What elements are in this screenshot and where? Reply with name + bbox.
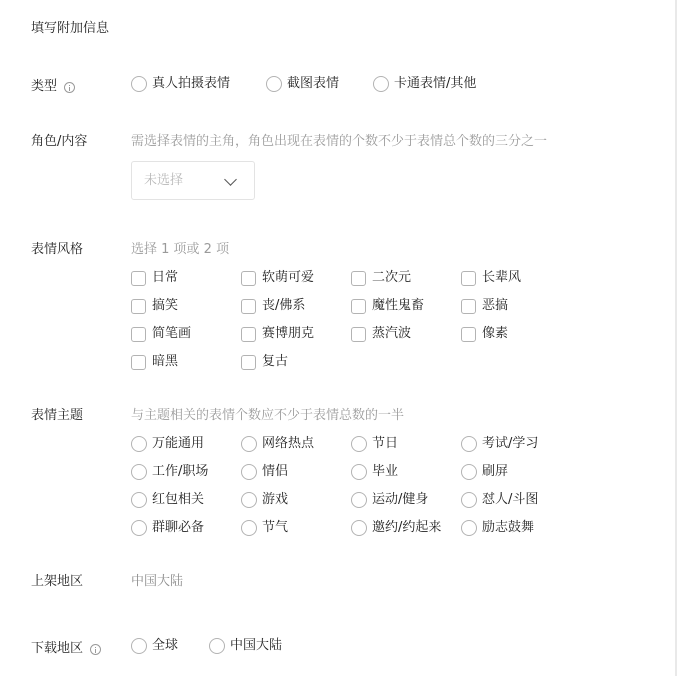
theme-option[interactable] [131, 519, 204, 537]
option-label: 网络热点 [262, 436, 315, 451]
theme-option[interactable] [461, 435, 538, 453]
style-option[interactable] [131, 353, 178, 371]
theme-option[interactable] [351, 463, 398, 481]
checkbox[interactable] [461, 271, 476, 286]
option-label: 工作/职场 [152, 464, 209, 479]
style-option[interactable] [131, 269, 178, 287]
option-label: 怼人/斗图 [482, 492, 539, 507]
type-option-screenshot[interactable] [266, 75, 339, 93]
download-region-label: 下载地区 [31, 641, 84, 656]
theme-option[interactable] [241, 519, 288, 537]
download-option-global[interactable] [131, 637, 178, 655]
style-option[interactable] [351, 269, 411, 287]
style-option[interactable] [351, 325, 411, 343]
type-option-cartoon[interactable] [373, 75, 476, 93]
role-select-placeholder: 未选择 [144, 172, 184, 188]
radio-circle[interactable] [461, 520, 477, 536]
checkbox[interactable] [131, 355, 146, 370]
option-label: 魔性鬼畜 [372, 298, 425, 313]
type-option-real[interactable] [131, 75, 230, 93]
radio-circle[interactable] [131, 76, 147, 92]
listing-region-value: 中国大陆 [131, 574, 184, 589]
option-label: 情侣 [262, 464, 289, 479]
checkbox[interactable] [241, 299, 256, 314]
option-label: 游戏 [262, 492, 289, 507]
theme-option[interactable] [241, 435, 314, 453]
radio-circle[interactable] [131, 492, 147, 508]
download-option-mainland[interactable] [209, 637, 282, 655]
listing-region-label: 上架地区 [31, 574, 84, 589]
option-label: 简笔画 [152, 326, 192, 341]
style-option[interactable] [241, 297, 305, 315]
option-label: 搞笑 [152, 298, 179, 313]
option-label: 真人拍摄表情 [152, 76, 231, 91]
radio-circle[interactable] [351, 464, 367, 480]
radio-circle[interactable] [241, 520, 257, 536]
checkbox[interactable] [351, 299, 366, 314]
role-label: 角色/内容 [31, 134, 88, 149]
style-hint: 选择 1 项或 2 项 [131, 242, 230, 257]
theme-option[interactable] [241, 491, 288, 509]
theme-option[interactable] [461, 519, 534, 537]
radio-circle[interactable] [461, 464, 477, 480]
checkbox[interactable] [241, 271, 256, 286]
option-label: 群聊必备 [152, 520, 205, 535]
radio-circle[interactable] [131, 436, 147, 452]
theme-option[interactable] [461, 491, 538, 509]
checkbox[interactable] [131, 299, 146, 314]
option-label: 暗黑 [152, 354, 179, 369]
style-option[interactable] [241, 353, 288, 371]
role-select[interactable] [131, 161, 255, 200]
option-label: 软萌可爱 [262, 270, 315, 285]
theme-label: 表情主题 [31, 408, 84, 423]
option-label: 长辈风 [482, 270, 522, 285]
style-option[interactable] [461, 269, 521, 287]
radio-circle[interactable] [131, 520, 147, 536]
info-icon[interactable] [90, 644, 101, 655]
checkbox[interactable] [351, 327, 366, 342]
radio-circle[interactable] [461, 436, 477, 452]
option-label: 恶搞 [482, 298, 509, 313]
radio-circle[interactable] [241, 436, 257, 452]
checkbox[interactable] [461, 327, 476, 342]
role-hint: 需选择表情的主角，角色出现在表情的个数不少于表情总个数的三分之一 [131, 134, 548, 149]
radio-circle[interactable] [266, 76, 282, 92]
radio-circle[interactable] [461, 492, 477, 508]
theme-option[interactable] [351, 491, 428, 509]
option-label: 中国大陆 [230, 638, 283, 653]
radio-circle[interactable] [131, 638, 147, 654]
option-label: 全球 [152, 638, 179, 653]
option-label: 赛博朋克 [262, 326, 315, 341]
option-label: 卡通表情/其他 [394, 76, 477, 91]
option-label: 万能通用 [152, 436, 205, 451]
checkbox[interactable] [241, 327, 256, 342]
type-label: 类型 [31, 79, 58, 94]
theme-option[interactable] [241, 463, 288, 481]
theme-option[interactable] [351, 519, 441, 537]
theme-hint: 与主题相关的表情个数应不少于表情总数的一半 [131, 408, 405, 423]
radio-circle[interactable] [241, 464, 257, 480]
download-region-label-group [31, 640, 101, 658]
option-label: 毕业 [372, 464, 399, 479]
theme-option[interactable] [131, 463, 208, 481]
radio-circle[interactable] [241, 492, 257, 508]
style-label: 表情风格 [31, 242, 84, 257]
checkbox[interactable] [131, 327, 146, 342]
option-label: 像素 [482, 326, 509, 341]
radio-circle[interactable] [373, 76, 389, 92]
radio-circle[interactable] [131, 464, 147, 480]
checkbox[interactable] [131, 271, 146, 286]
style-option[interactable] [461, 325, 508, 343]
option-label: 蒸汽波 [372, 326, 412, 341]
style-option[interactable] [351, 297, 424, 315]
style-option[interactable] [241, 325, 314, 343]
radio-circle[interactable] [351, 520, 367, 536]
style-option[interactable] [131, 297, 178, 315]
option-label: 邀约/约起来 [372, 520, 442, 535]
checkbox[interactable] [241, 355, 256, 370]
radio-circle[interactable] [209, 638, 225, 654]
option-label: 红包相关 [152, 492, 205, 507]
chevron-down-icon [224, 173, 237, 186]
option-label: 励志鼓舞 [482, 520, 535, 535]
style-option[interactable] [131, 325, 191, 343]
option-label: 节气 [262, 520, 289, 535]
type-label-group [31, 78, 75, 96]
theme-option[interactable] [131, 491, 204, 509]
theme-option[interactable] [351, 435, 398, 453]
checkbox[interactable] [351, 271, 366, 286]
option-label: 刷屏 [482, 464, 509, 479]
style-option[interactable] [461, 297, 508, 315]
option-label: 日常 [152, 270, 179, 285]
option-label: 复古 [262, 354, 289, 369]
option-label: 考试/学习 [482, 436, 539, 451]
theme-option[interactable] [461, 463, 508, 481]
radio-circle[interactable] [351, 492, 367, 508]
theme-option[interactable] [131, 435, 204, 453]
radio-circle[interactable] [351, 436, 367, 452]
option-label: 节日 [372, 436, 399, 451]
option-label: 运动/健身 [372, 492, 429, 507]
info-icon[interactable] [64, 82, 75, 93]
style-option[interactable] [241, 269, 314, 287]
checkbox[interactable] [461, 299, 476, 314]
option-label: 丧/佛系 [262, 298, 306, 313]
option-label: 截图表情 [287, 76, 340, 91]
option-label: 二次元 [372, 270, 412, 285]
section-title: 填写附加信息 [31, 21, 110, 36]
